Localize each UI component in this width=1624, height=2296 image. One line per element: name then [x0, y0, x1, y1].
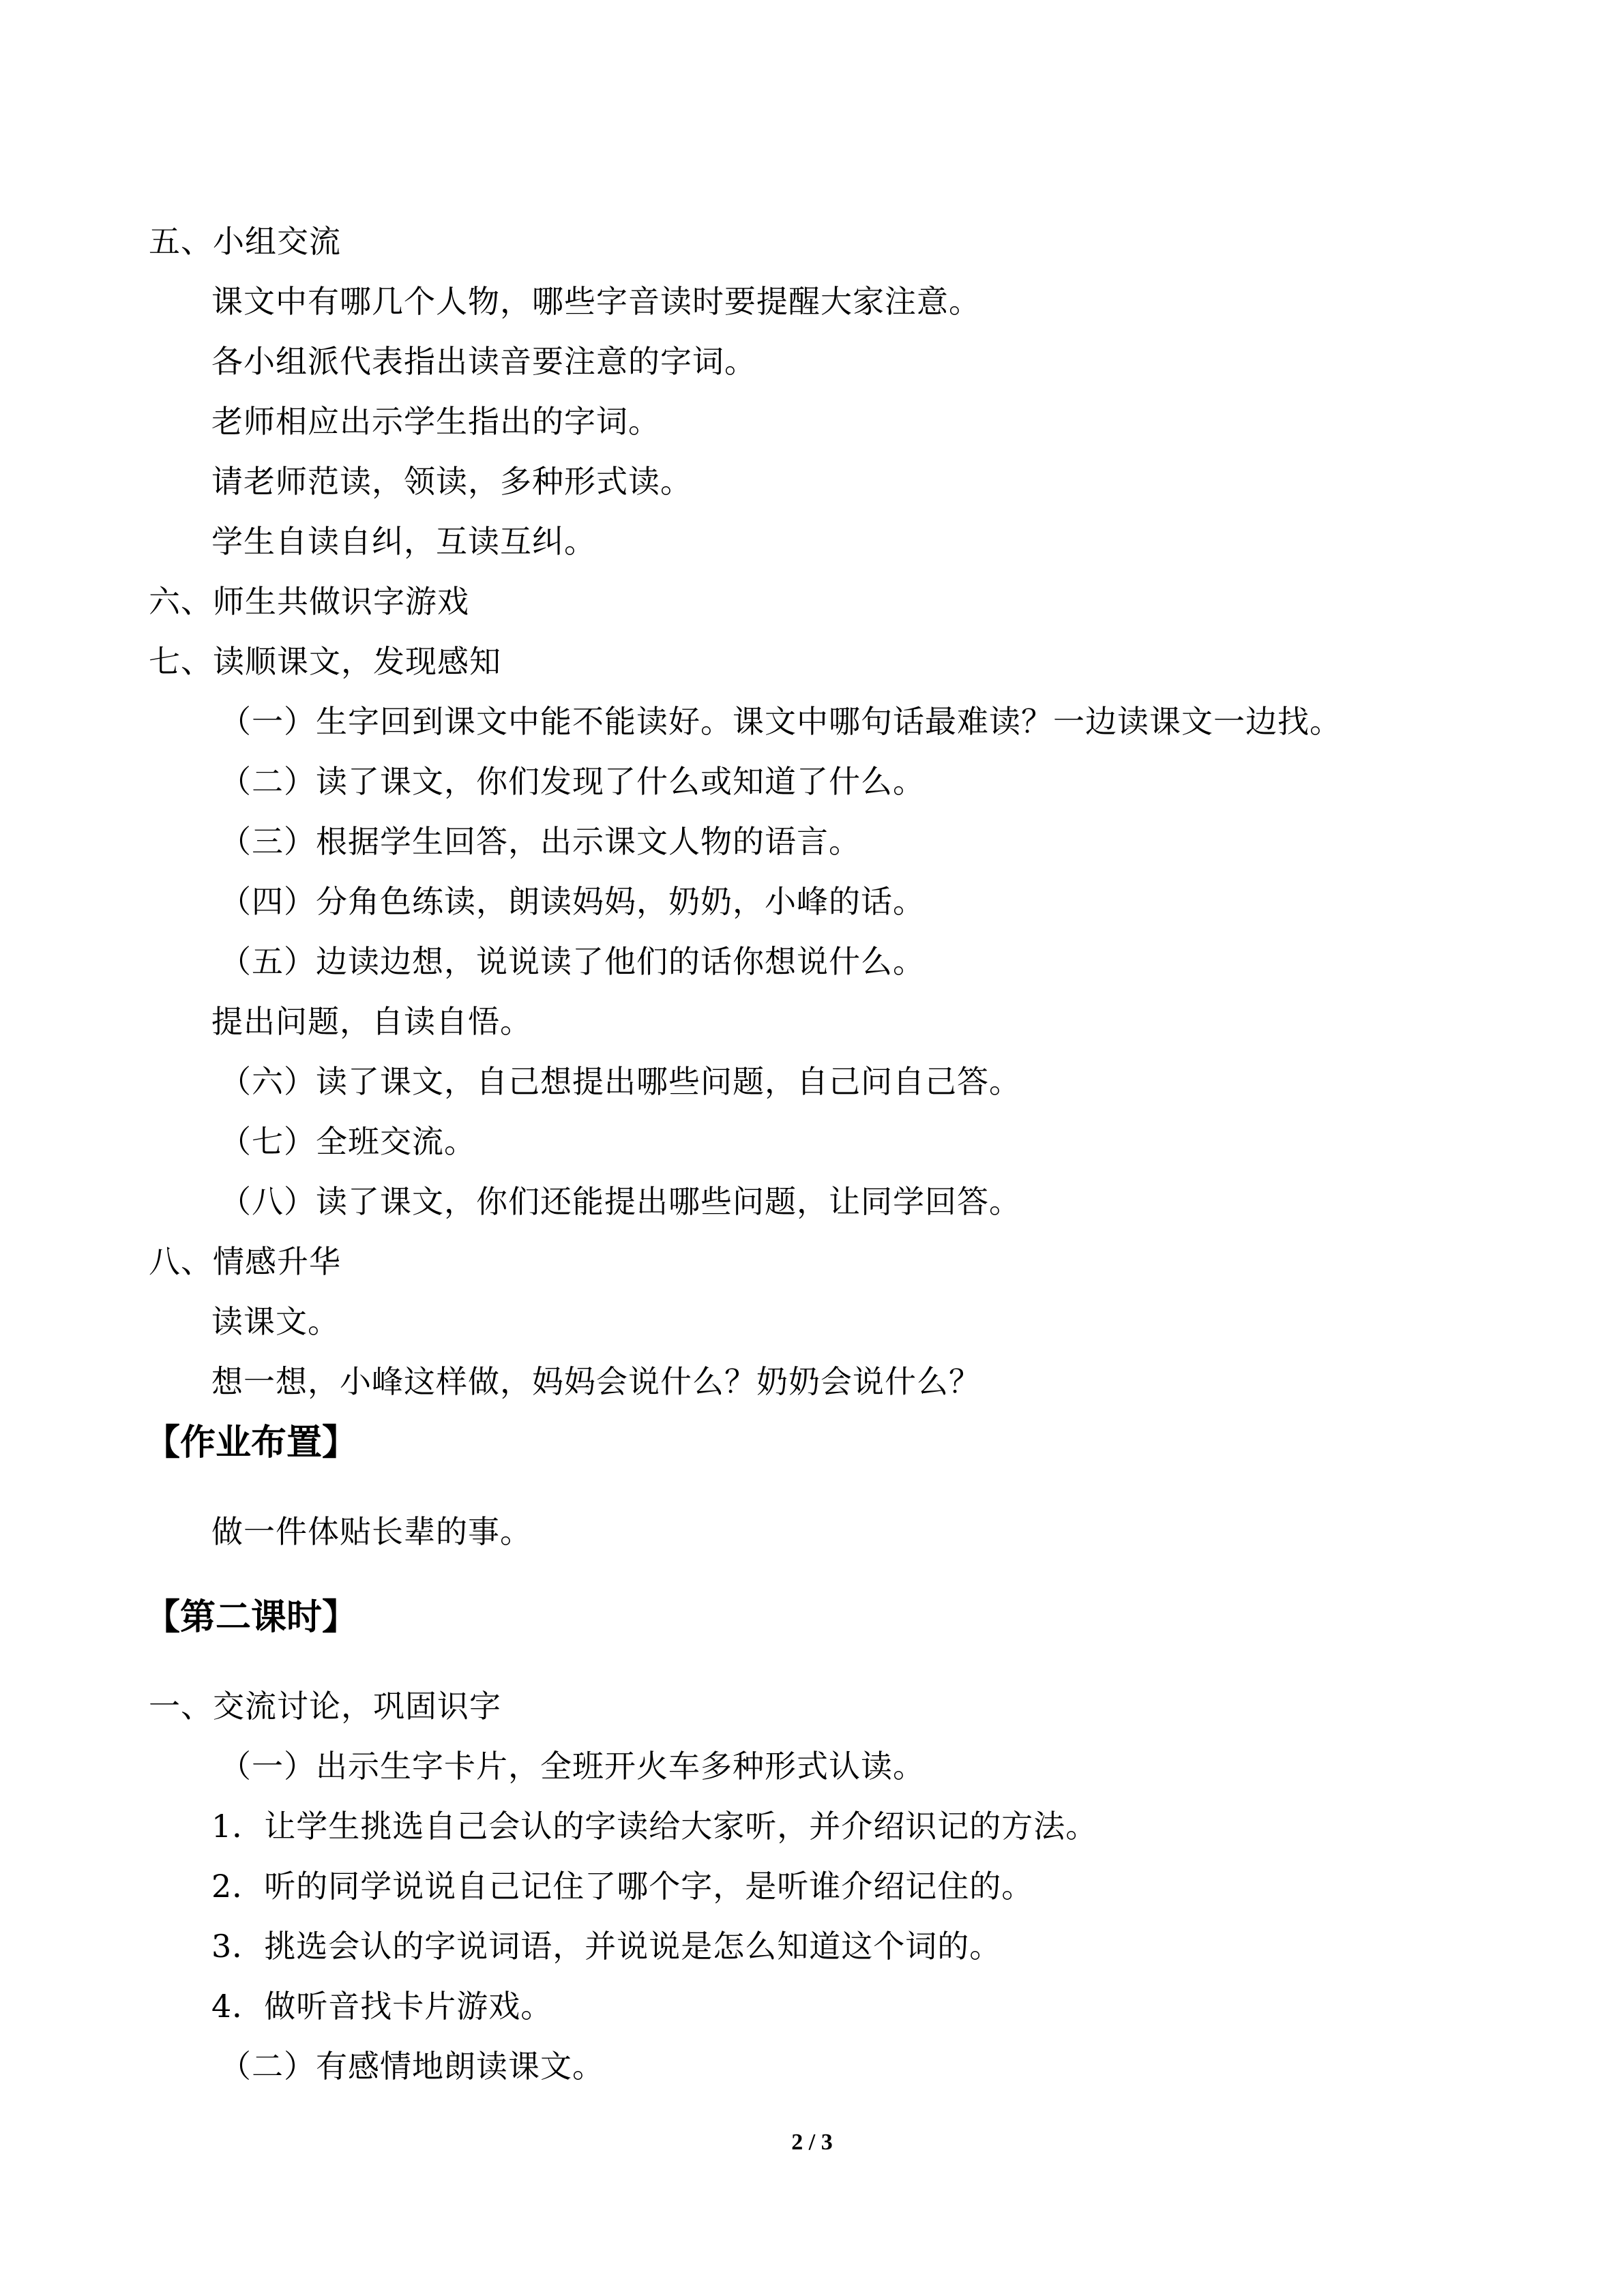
numbered-item: 4．做听音找卡片游戏。	[211, 1988, 553, 2025]
section-part1	[149, 211, 1479, 1412]
list-item: （四）分角色练读，朗读妈妈，奶奶，小峰的话。	[220, 883, 925, 920]
list-item: （一）生字回到课文中能不能读好。课文中哪句话最难读？一边读课文一边找。	[220, 703, 1342, 740]
list-item: （二）有感情地朗读课文。	[220, 2048, 604, 2085]
list-item: （三）根据学生回答，出示课文人物的语言。	[220, 823, 861, 860]
paragraph-line: 读课文。	[211, 1303, 340, 1340]
section-heading-group-exchange: 五、小组交流	[149, 223, 341, 260]
paragraph-line: 老师相应出示学生指出的字词。	[211, 403, 660, 440]
section-heading-literacy-game: 六、师生共做识字游戏	[149, 583, 469, 620]
numbered-item: 3．挑选会认的字说词语，并说说是怎么知道这个词的。	[211, 1928, 1002, 1965]
paragraph-line: 学生自读自纠，互读互纠。	[211, 523, 596, 560]
section-heading-discussion: 一、交流讨论，巩固识字	[149, 1688, 501, 1725]
homework-text: 做一件体贴长辈的事。	[211, 1513, 532, 1550]
paragraph-line: 课文中有哪几个人物，哪些字音读时要提醒大家注意。	[211, 283, 981, 320]
section-heading-read-text: 七、读顺课文，发现感知	[149, 643, 501, 680]
list-item: （六）读了课文，自己想提出哪些问题，自己问自己答。	[220, 1063, 1021, 1100]
numbered-item: 1．让学生挑选自己会认的字读给大家听，并介绍识记的方法。	[211, 1808, 1098, 1845]
document-body	[145, 211, 1479, 2096]
heading-homework: 【作业布置】	[145, 1422, 358, 1463]
paragraph-line: 请老师范读，领读，多种形式读。	[211, 463, 692, 500]
paragraph-line: 各小组派代表指出读音要注意的字词。	[211, 343, 756, 380]
section-part2	[149, 1676, 1479, 2096]
list-item: （七）全班交流。	[220, 1123, 476, 1160]
list-item: （二）读了课文，你们发现了什么或知道了什么。	[220, 763, 925, 800]
paragraph-line: 想一想，小峰这样做，妈妈会说什么？奶奶会说什么？	[211, 1363, 981, 1400]
page-number: 2 / 3	[791, 2130, 833, 2155]
heading-second-lesson: 【第二课时】	[145, 1597, 358, 1638]
section-heading-emotion: 八、情感升华	[149, 1243, 341, 1280]
paragraph-line: 提出问题，自读自悟。	[211, 1003, 532, 1040]
numbered-item: 2．听的同学说说自己记住了哪个字，是听谁介绍记住的。	[211, 1868, 1034, 1905]
list-item: （八）读了课文，你们还能提出哪些问题，让同学回答。	[220, 1183, 1021, 1220]
list-item: （五）边读边想，说说读了他们的话你想说什么。	[220, 943, 925, 980]
list-item: （一）出示生字卡片，全班开火车多种形式认读。	[220, 1748, 925, 1785]
